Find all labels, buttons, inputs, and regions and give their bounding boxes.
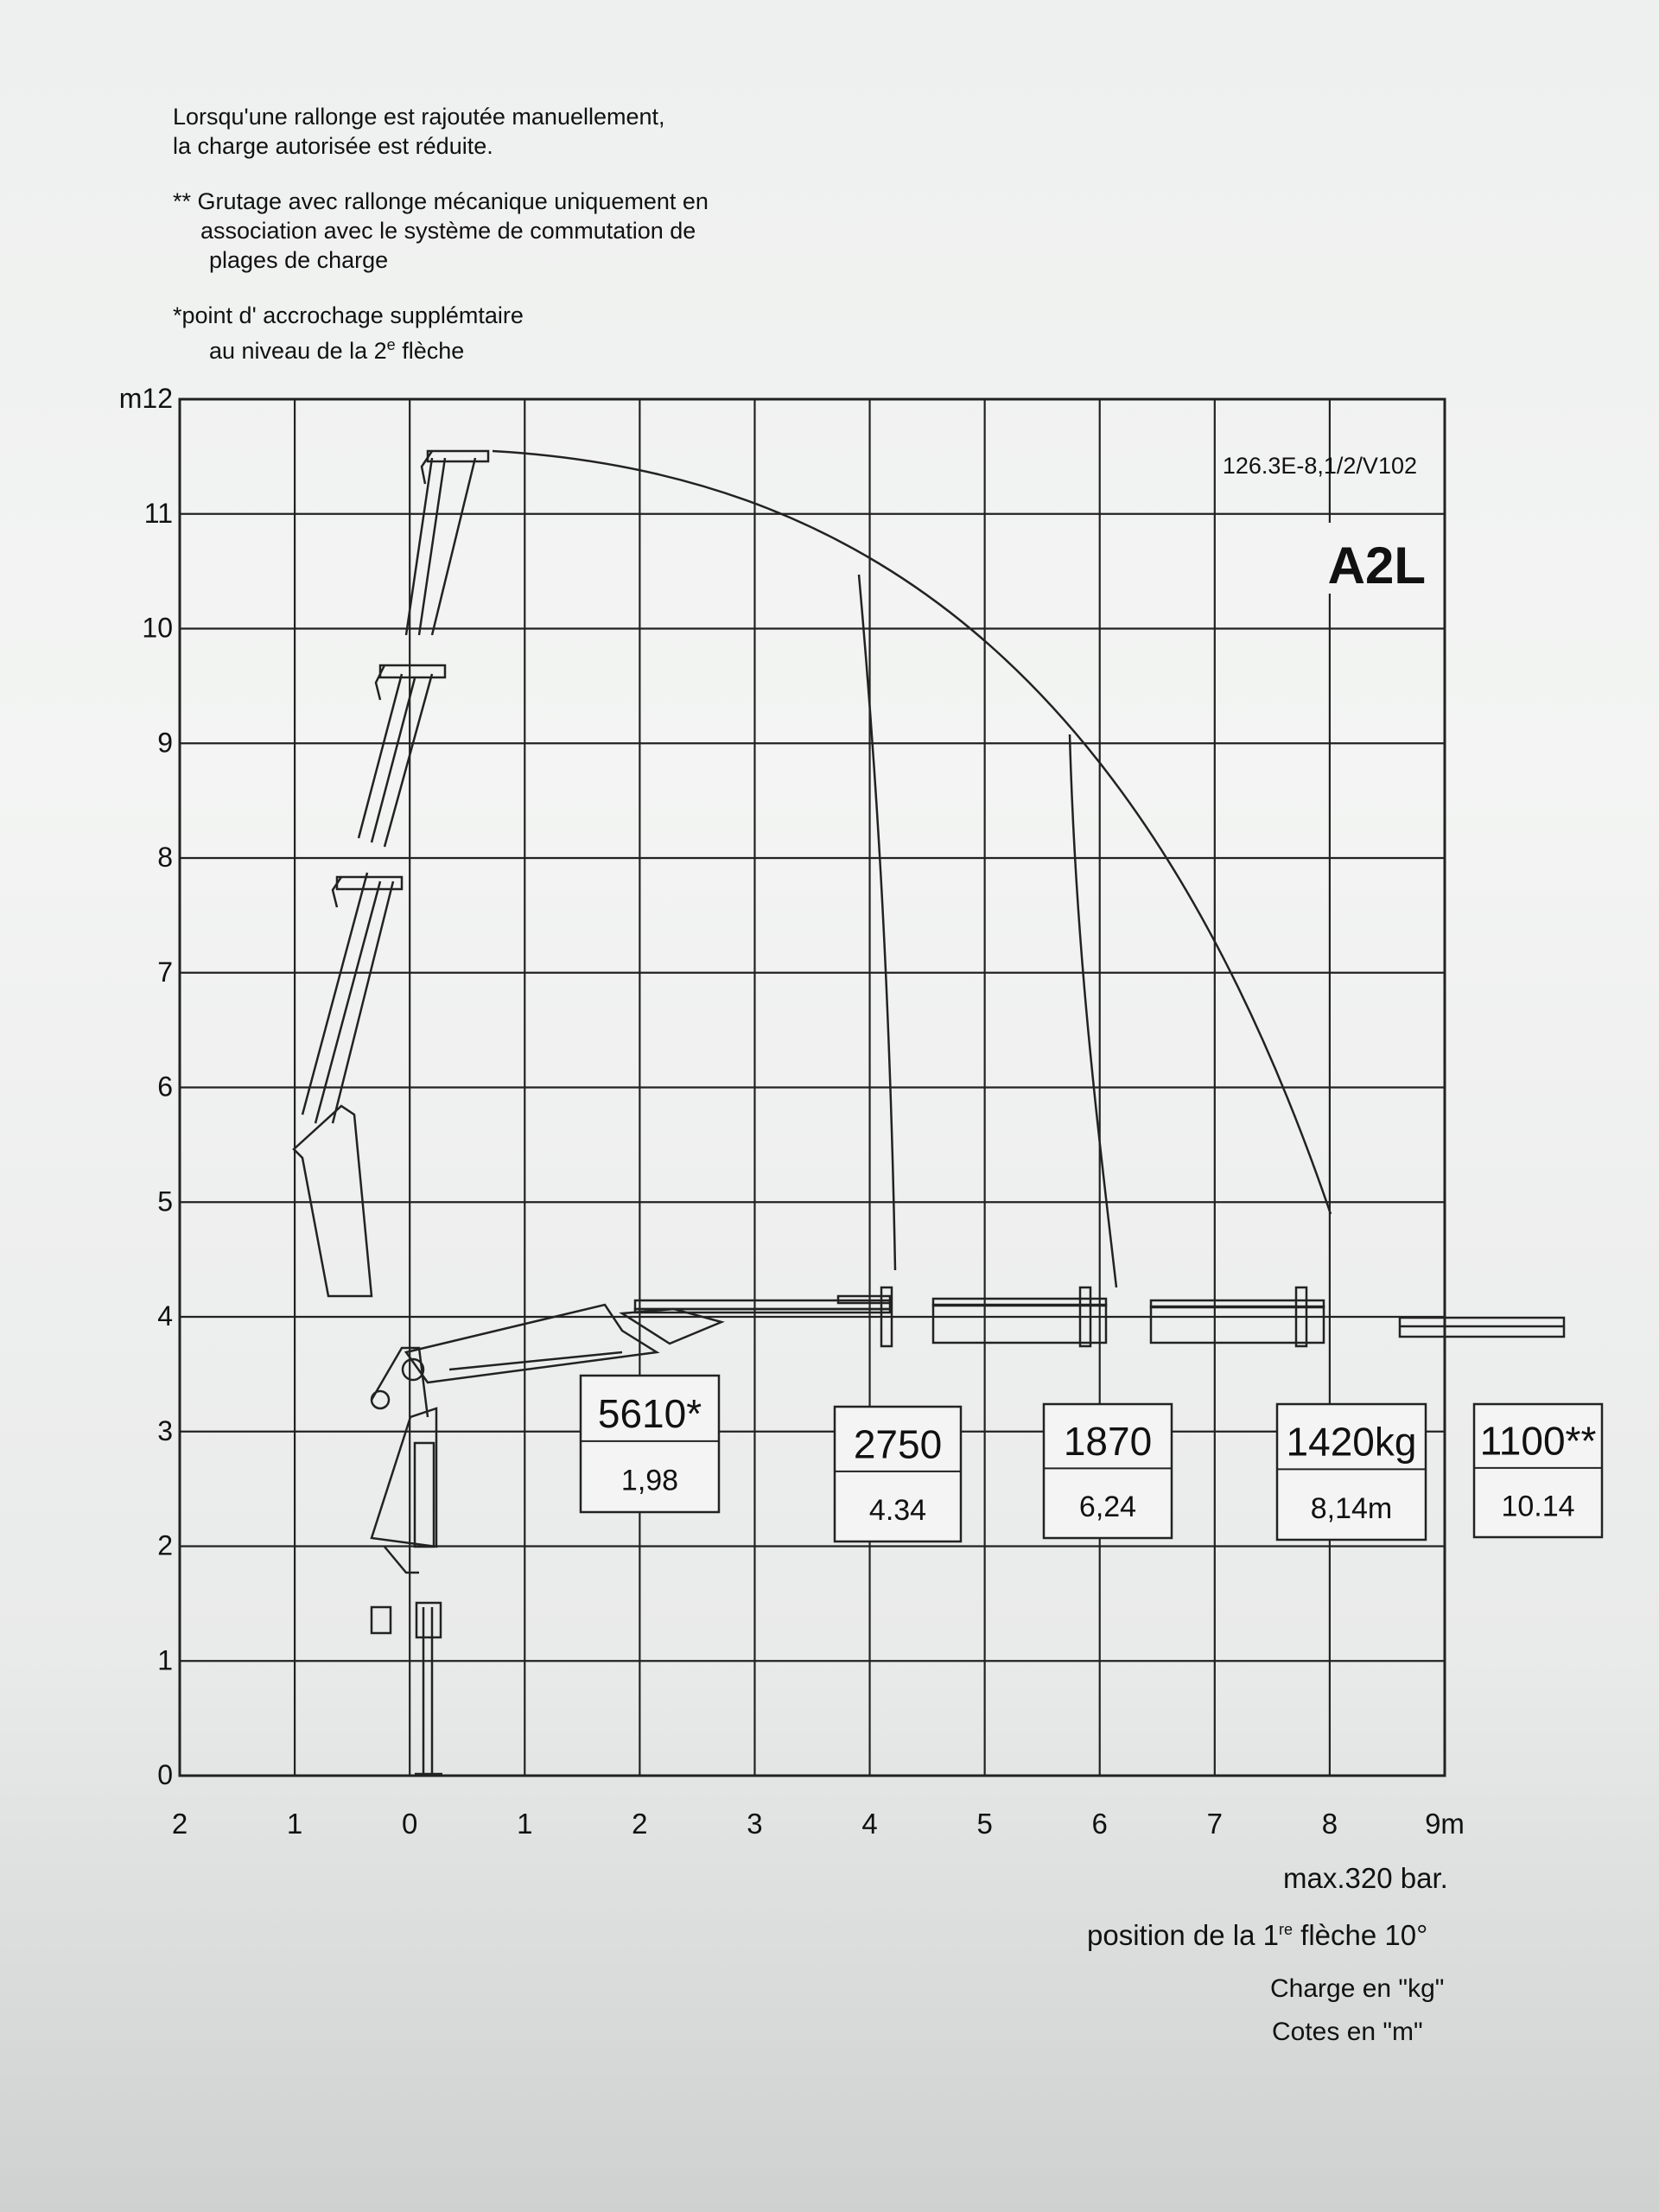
position-superscript: re — [1279, 1921, 1294, 1938]
note-line: Lorsqu'une rallonge est rajoutée manuellement, — [173, 104, 665, 130]
y-tick-label: 0 — [157, 1759, 173, 1790]
x-tick-label: 3 — [747, 1808, 763, 1840]
x-tick-label: 2 — [632, 1808, 648, 1840]
y-tick-label: 10 — [142, 612, 173, 644]
position-text: position de la 1 — [1087, 1919, 1279, 1951]
load-box — [1044, 1404, 1172, 1538]
load-charge: 5610* — [597, 1391, 702, 1437]
x-tick-label: 5 — [976, 1808, 993, 1840]
variant-label: A2L — [1327, 537, 1426, 594]
y-tick-label: m12 — [118, 383, 173, 414]
load-boxes — [581, 1376, 1602, 1541]
y-tick-label: 2 — [157, 1529, 173, 1561]
load-reach: 6,24 — [1078, 1491, 1137, 1524]
x-tick-label: 8 — [1321, 1808, 1338, 1840]
note-line: la charge autorisée est réduite. — [173, 133, 493, 159]
position-text: flèche 10° — [1293, 1919, 1428, 1951]
crane-drawing — [294, 451, 1564, 1776]
y-tick-label: 5 — [157, 1185, 173, 1217]
note-text: flèche — [395, 338, 465, 364]
x-tick-label: 6 — [1091, 1808, 1108, 1840]
reach-curve-2 — [1070, 734, 1116, 1287]
load-reach: 8,14m — [1310, 1491, 1393, 1525]
model-label: 126.3E-8,1/2/V102 — [1222, 453, 1417, 479]
load-box — [835, 1407, 961, 1541]
y-tick-label: 1 — [157, 1644, 173, 1676]
y-tick-label: 9 — [157, 727, 173, 759]
load-charge: 1870 — [1063, 1418, 1153, 1464]
note-superscript: e — [386, 336, 396, 353]
position-label — [1087, 1919, 1427, 1952]
pressure-label: max.320 bar. — [1283, 1862, 1448, 1894]
load-reach: 4.34 — [868, 1494, 927, 1528]
note-line: ** Grutage avec rallonge mécanique uniquement en — [173, 188, 709, 214]
cotes-unit-label: Cotes en "m" — [1272, 2018, 1423, 2046]
y-tick-label: 11 — [143, 497, 173, 529]
x-tick-label: 0 — [402, 1808, 418, 1840]
x-axis-labels — [172, 1808, 1465, 1840]
x-tick-label: 2 — [171, 1808, 188, 1840]
x-tick-label: 4 — [861, 1808, 878, 1840]
x-tick-label: 1 — [517, 1808, 533, 1840]
note-line: plages de charge — [209, 247, 389, 273]
load-reach: 1,98 — [620, 1464, 679, 1497]
y-tick-label: 3 — [157, 1414, 173, 1446]
load-charge: 2750 — [853, 1421, 943, 1467]
y-tick-label: 8 — [157, 842, 173, 873]
x-tick-label: 9m — [1425, 1808, 1465, 1840]
load-box — [1474, 1404, 1602, 1537]
y-tick-label: 7 — [157, 956, 173, 988]
load-reach: 10.14 — [1501, 1490, 1575, 1523]
x-tick-label: 1 — [286, 1808, 303, 1840]
y-tick-label: 4 — [157, 1300, 173, 1332]
x-tick-label: 7 — [1206, 1808, 1223, 1840]
load-charge: 1420kg — [1286, 1419, 1417, 1465]
note-line: *point d' accrochage supplémtaire — [173, 302, 524, 328]
note-text: au niveau de la 2 — [209, 338, 387, 364]
note-line: association avec le système de commutation de — [200, 218, 696, 244]
reach-curve-1 — [859, 575, 895, 1270]
y-axis-labels — [119, 383, 173, 1790]
charge-unit-label: Charge en "kg" — [1270, 1974, 1445, 2003]
grid — [180, 399, 1445, 1776]
load-box — [581, 1376, 719, 1512]
y-tick-label: 6 — [157, 1071, 173, 1103]
load-charge: 1100** — [1479, 1418, 1597, 1464]
reach-envelope-arc — [493, 451, 1331, 1214]
load-box — [1277, 1404, 1426, 1540]
